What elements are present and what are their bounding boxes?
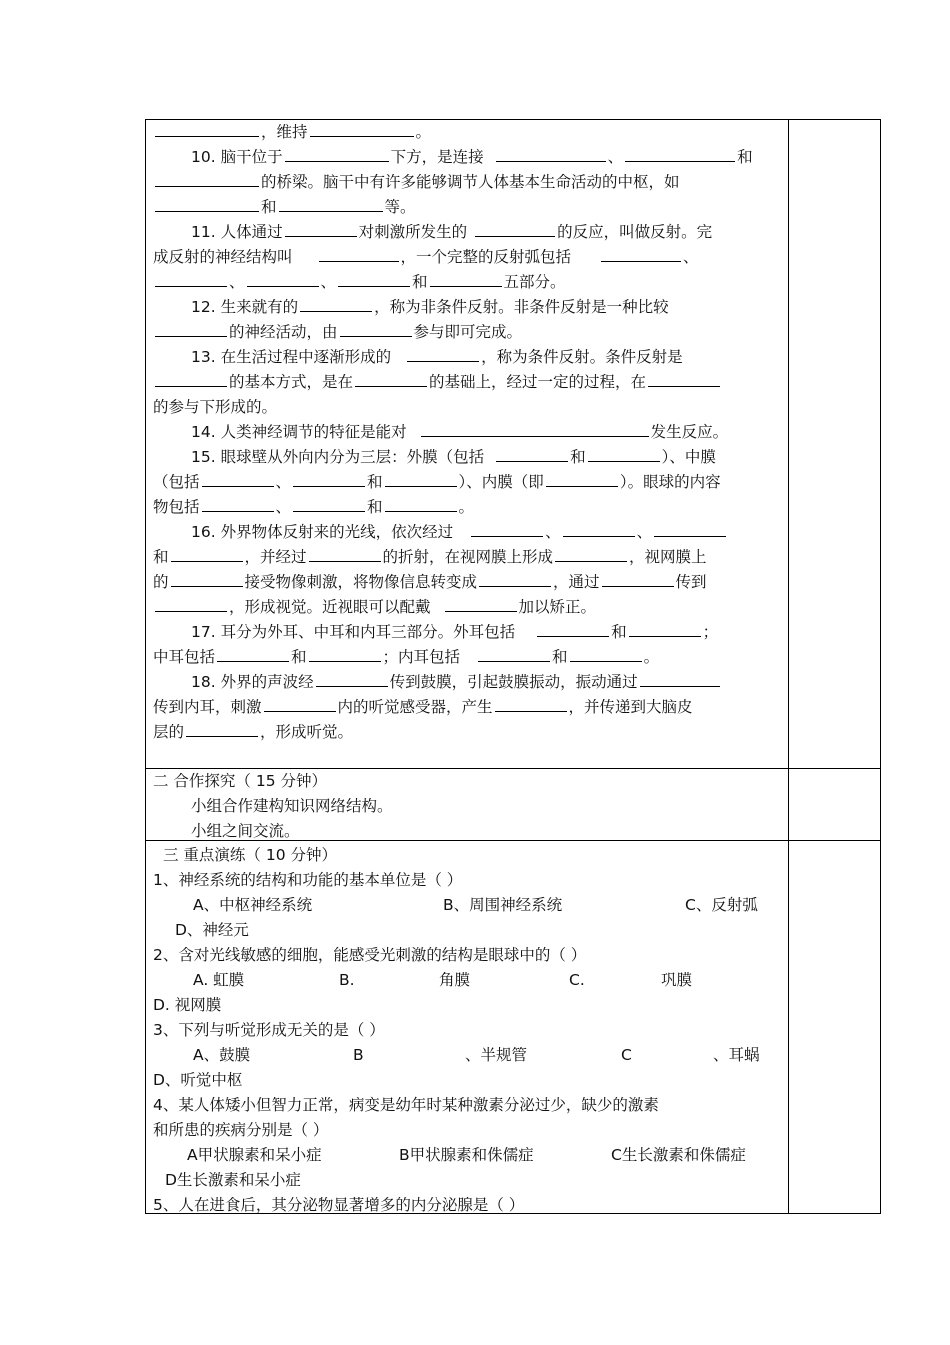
question-17-line-2: 中耳包括 和 ；内耳包括 和 。 (153, 648, 660, 666)
question-16-line-4: ，形成视觉。近视眼可以配戴 加以矫正。 (153, 595, 782, 620)
fill-blank-section (146, 120, 788, 745)
mc-question-1-option-d: D、神经元 (175, 921, 249, 939)
mc-question-4-stem-2: 和所患的疾病分别是（ ） (153, 1121, 329, 1139)
cooperation-section (146, 769, 788, 844)
question-18-line-1: 18. 外界的声波经 传到鼓膜，引起鼓膜振动，振动通过 (153, 670, 782, 695)
question-18-line-3: 层的 ，形成听觉。 (153, 723, 354, 741)
question-14: 14. 人类神经调节的特征是能对 发生反应。 (191, 423, 729, 441)
line-continued: ，维持 。 (153, 120, 782, 145)
section-2-title: 二 合作探究（ 15 分钟） (153, 772, 328, 790)
question-13-line-3: 的参与下形成的。 (153, 398, 278, 416)
mc-question-3-stem: 3、下列与听觉形成无关的是（ ） (153, 1021, 385, 1039)
mc-question-4-stem-1: 4、某人体矮小但智力正常，病变是幼年时某种激素分泌过少，缺少的激素 (153, 1096, 659, 1114)
question-15-line-3: 物包括 、 和 。 (153, 498, 475, 516)
practice-section (146, 843, 788, 1218)
section-3-title: 三 重点演练（ 10 分钟） (163, 846, 338, 864)
question-15-line-2: （包括 、 和 ）、内膜（即 ）。眼球的内容 (153, 473, 721, 491)
question-11-line-3: 、 、 和 五部分。 (153, 270, 782, 295)
question-17-line-1: 17. 耳分为外耳、中耳和内耳三部分。外耳包括 和 ； (191, 623, 719, 641)
question-13-line-1: 13. 在生活过程中逐渐形成的 ，称为条件反射。条件反射是 (191, 348, 683, 366)
worksheet-table (145, 119, 881, 1214)
question-11-line-2: 成反射的神经结构叫 ，一个完整的反射弧包括 、 (153, 248, 699, 266)
question-10-line-1: 10. 脑干位于 下方，是连接 、 和 (191, 148, 753, 166)
column-divider (788, 120, 789, 1213)
mc-question-1-options: A、中枢神经系统 B、周围神经系统 C、反射弧 (193, 896, 758, 914)
question-10-line-3: 和 等。 (153, 195, 782, 220)
section-2-line-2: 小组之间交流。 (191, 822, 300, 840)
mc-question-3-options: A、鼓膜 B 、半规管 C 、耳蜗 (193, 1046, 760, 1064)
question-18-line-2: 传到内耳，刺激 内的听觉感受器，产生 ，并传递到大脑皮 (153, 698, 693, 716)
mc-question-2-options: A. 虹膜 B. 角膜 C. 巩膜 (193, 971, 693, 989)
question-16-line-3: 的 接受物像刺激，将物像信息转变成 ，通过 传到 (153, 573, 707, 591)
question-13-line-2: 的基本方式，是在 的基础上，经过一定的过程，在 (153, 370, 782, 395)
question-11-line-1: 11. 人体通过 对刺激所发生的 的反应，叫做反射。完 (191, 223, 713, 241)
mc-question-2-stem: 2、含对光线敏感的细胞，能感受光刺激的结构是眼球中的（ ） (153, 946, 587, 964)
mc-question-2-option-d: D. 视网膜 (153, 996, 222, 1014)
question-15-line-1: 15. 眼球壁从外向内分为三层：外膜（包括 和 ）、中膜 (191, 448, 716, 466)
mc-question-4-options: A甲状腺素和呆小症 B甲状腺素和侏儒症 C生长激素和侏儒症 (187, 1146, 746, 1164)
question-12-line-1: 12. 生来就有的 ，称为非条件反射。非条件反射是一种比较 (191, 298, 669, 316)
question-16-line-2: 和 ，并经过 的折射，在视网膜上形成 ，视网膜上 (153, 548, 707, 566)
question-12-line-2: 的神经活动，由 参与即可完成。 (153, 320, 782, 345)
question-10-line-2: 的桥梁。脑干中有许多能够调节人体基本生命活动的中枢，如 (153, 170, 782, 195)
mc-question-4-option-d: D生长激素和呆小症 (165, 1171, 301, 1189)
mc-question-3-option-d: D、听觉中枢 (153, 1071, 243, 1089)
mc-question-5-stem: 5、人在进食后，其分泌物显著增多的内分泌腺是（ ） (153, 1196, 525, 1214)
mc-question-1-stem: 1、神经系统的结构和功能的基本单位是（ ） (153, 871, 463, 889)
question-16-line-1: 16. 外界物体反射来的光线，依次经过 、 、 (153, 520, 782, 545)
section-2-line-1: 小组合作建构知识网络结构。 (191, 797, 393, 815)
